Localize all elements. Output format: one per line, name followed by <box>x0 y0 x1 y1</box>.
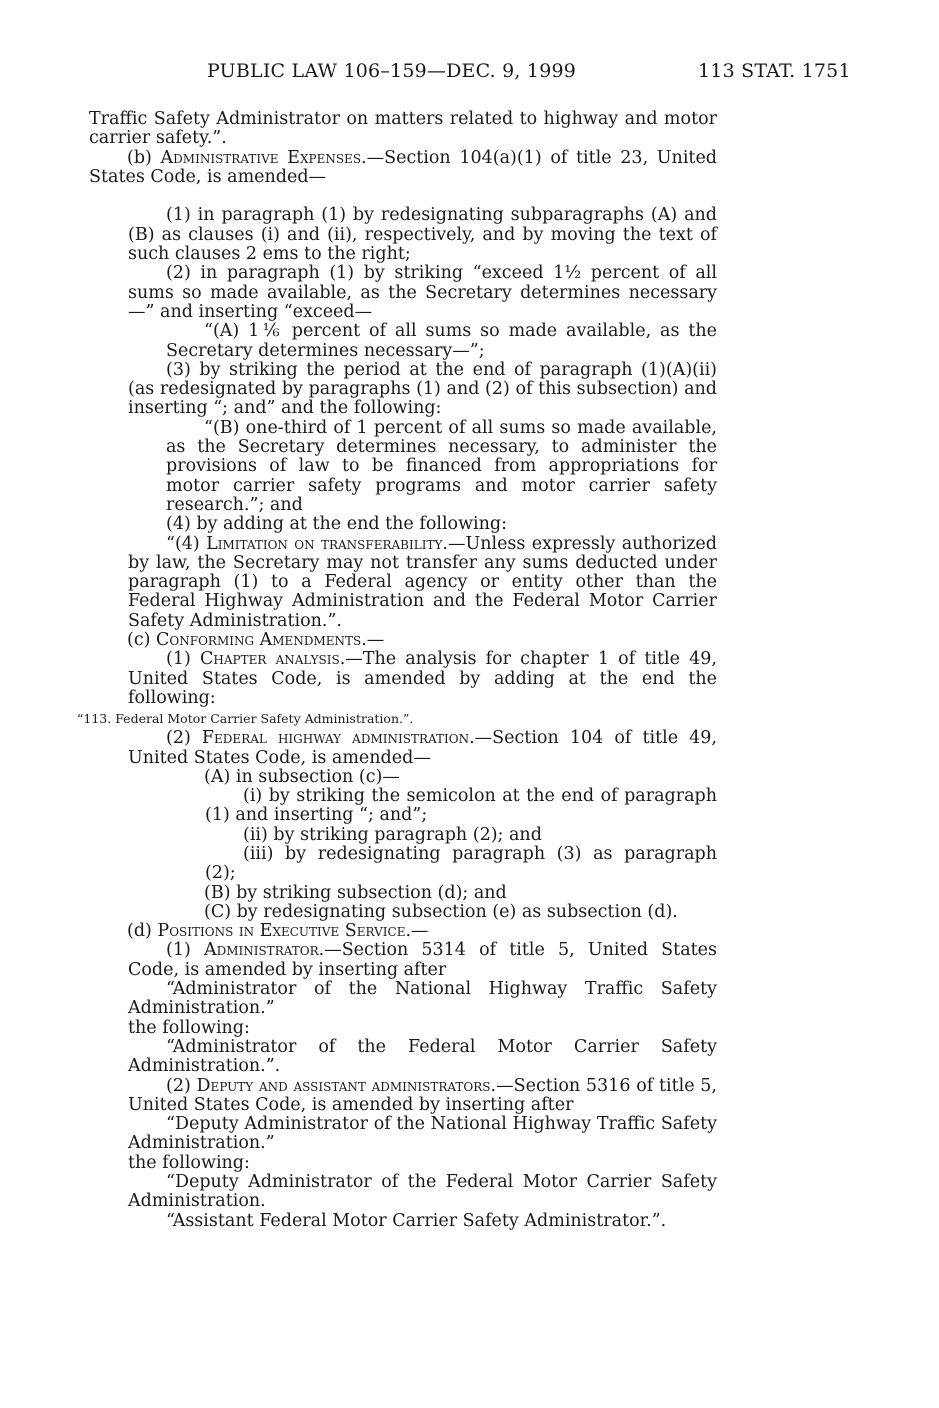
subsection-b <box>89 149 717 188</box>
subsection-heading: Administrative Expenses. <box>160 147 367 168</box>
paragraph-body <box>128 1077 717 1116</box>
paragraph-text: —Section 5316 of title 5, United States Code, is amended by inserting after <box>128 1075 717 1115</box>
quoted-position <box>89 1173 717 1212</box>
quoted-subparagraph-b <box>89 419 717 515</box>
quoted-paragraph-body <box>128 535 717 631</box>
paragraph-heading: Administrator. <box>203 940 325 961</box>
subparagraph-b <box>89 884 717 903</box>
paragraph-text: (1) in paragraph (1) by redesignating subparagraphs (A) and (B) as clauses (i) and (ii), respectively, and by moving the text of such clauses 2 ems to the right; <box>128 205 717 265</box>
running-head-title: PUBLIC LAW 106–159—DEC. 9, 1999 <box>207 60 577 82</box>
subsection-heading: Positions in Executive Service. <box>157 921 412 942</box>
paragraph-label: “(4) <box>166 533 207 554</box>
paragraph-text: the following: <box>128 1017 250 1038</box>
page-header <box>0 60 939 90</box>
paragraph-heading: Federal highway administration. <box>201 728 475 749</box>
subsection-d <box>89 922 717 941</box>
subsection-label: (c) <box>127 630 157 651</box>
paragraph-text: “Administrator of the Federal Motor Carrier Safety Administration.”. <box>128 1036 717 1077</box>
subsection-heading: Conforming Amendments. <box>156 630 367 651</box>
paragraph-text: (3) by striking the period at the end of paragraph (1)(A)(ii) (as redesignated by paragraphs (1) and (2) of this subsection) and inserting “; and” and the following: <box>128 359 717 419</box>
paragraph-text: (iii) by redesignating paragraph (3) as paragraph (2); <box>205 843 717 884</box>
paragraph-text: “Deputy Administrator of the Federal Motor Carrier Safety Administration. <box>128 1172 717 1212</box>
paragraph-text: (4) by adding at the end the following: <box>166 514 508 535</box>
subsection-text: —Section 104(a)(1) of title 23, United States Code, is amended— <box>89 147 718 187</box>
subsection-text: — <box>411 921 429 942</box>
paragraph-administrator <box>89 941 717 980</box>
paragraph-text: —Unless expressly authorized by law, the Secretary may not transfer any sums deducted under paragraph (1) to a Federal agency or entity other than the Federal Highway Administration and the Federal Motor Carrier Safety Administration.”. <box>128 533 717 631</box>
paragraph-text: (B) by striking subsection (d); and <box>204 882 507 903</box>
paragraph-text: (2) in paragraph (1) by striking “exceed 1½ percent of all sums so made available, as the Secretary determines necessary—” and inserting “exceed— <box>128 263 717 322</box>
clause-ii <box>89 826 717 845</box>
paragraph-heading: Limitation on transferability. <box>206 533 448 554</box>
paragraph-4 <box>89 515 717 534</box>
paragraph-text: “Assistant Federal Motor Carrier Safety Administrator.”. <box>166 1210 667 1231</box>
quoted-position <box>89 1212 717 1231</box>
paragraph-1 <box>89 187 717 264</box>
paragraph-text: “Administrator of the National Highway Traffic Safety Administration.” <box>128 979 717 1019</box>
subsection-c <box>89 631 717 650</box>
paragraph-deputy-assistant <box>89 1077 717 1116</box>
paragraph-text: (i) by striking the semicolon at the end of paragraph (1) and inserting “; and”; <box>205 786 717 826</box>
paragraph-body <box>128 729 717 768</box>
paragraph-text: (A) in subsection (c)— <box>204 766 400 787</box>
paragraph-text: —Section 104 of title 49, United States Code, is amended— <box>128 728 717 768</box>
paragraph-text: the following: <box>128 1152 250 1173</box>
paragraph-text: “(A) 1⅙ percent of all sums so made available, as the Secretary determines necessary—”; <box>166 321 717 361</box>
paragraph-text: —The analysis for chapter 1 of title 49, United States Code, is amended by adding at the end the following: <box>128 649 717 708</box>
the-following-line <box>89 1154 717 1173</box>
paragraph-text: (ii) by striking paragraph (2); and <box>243 824 542 845</box>
paragraph-heading: Chapter analysis. <box>199 649 346 670</box>
subsection-text: — <box>366 630 385 651</box>
document-body <box>77 109 718 1231</box>
continuation-paragraph: Traffic Safety Administrator on matters related to highway and motor carrier safety.”. <box>89 109 717 149</box>
paragraph-text: —Section 5314 of title 5, United States Code, is amended by inserting after <box>128 940 717 980</box>
subparagraph-c <box>89 903 717 922</box>
subsection-label: (b) <box>127 147 161 168</box>
paragraph-heading: Deputy and assistant administrators. <box>196 1075 497 1096</box>
statute-page-number: 113 STAT. 1751 <box>698 60 851 82</box>
quoted-position <box>89 1038 717 1077</box>
paragraph-body <box>128 650 717 708</box>
paragraph-text: (C) by redesignating subsection (e) as subsection (d). <box>204 901 678 922</box>
paragraph-label: (2) <box>166 728 202 749</box>
paragraph-label: (1) <box>166 940 204 961</box>
paragraph-label: (2) <box>166 1075 197 1096</box>
clause-iii <box>89 845 717 884</box>
paragraph-label: (1) <box>166 649 200 670</box>
table-of-sections-entry: “113. Federal Motor Carrier Safety Administration.”. <box>77 711 414 727</box>
quoted-paragraph-4 <box>89 535 717 631</box>
paragraph-text: “(B) one-third of 1 percent of all sums so made available, as the Secretary determines necessary, to administer the provisions of law to be financed from appropriations for motor carrier safety programs and motor carrier safety research.”; and <box>166 417 717 515</box>
paragraph-2 <box>89 264 717 322</box>
paragraph-federal-highway <box>89 729 717 768</box>
subparagraph-a <box>89 768 717 787</box>
paragraph-text: “Deputy Administrator of the National Highway Traffic Safety Administration.” <box>128 1114 717 1154</box>
subsection-label: (d) <box>127 921 158 942</box>
quoted-position <box>89 1115 717 1154</box>
clause-i <box>89 787 717 826</box>
paragraph-body <box>128 941 717 980</box>
quoted-subparagraph-a <box>89 322 717 361</box>
quoted-position <box>89 980 717 1019</box>
paragraph-chapter-analysis <box>89 650 717 708</box>
paragraph-3 <box>89 361 717 419</box>
the-following-line <box>89 1019 717 1038</box>
